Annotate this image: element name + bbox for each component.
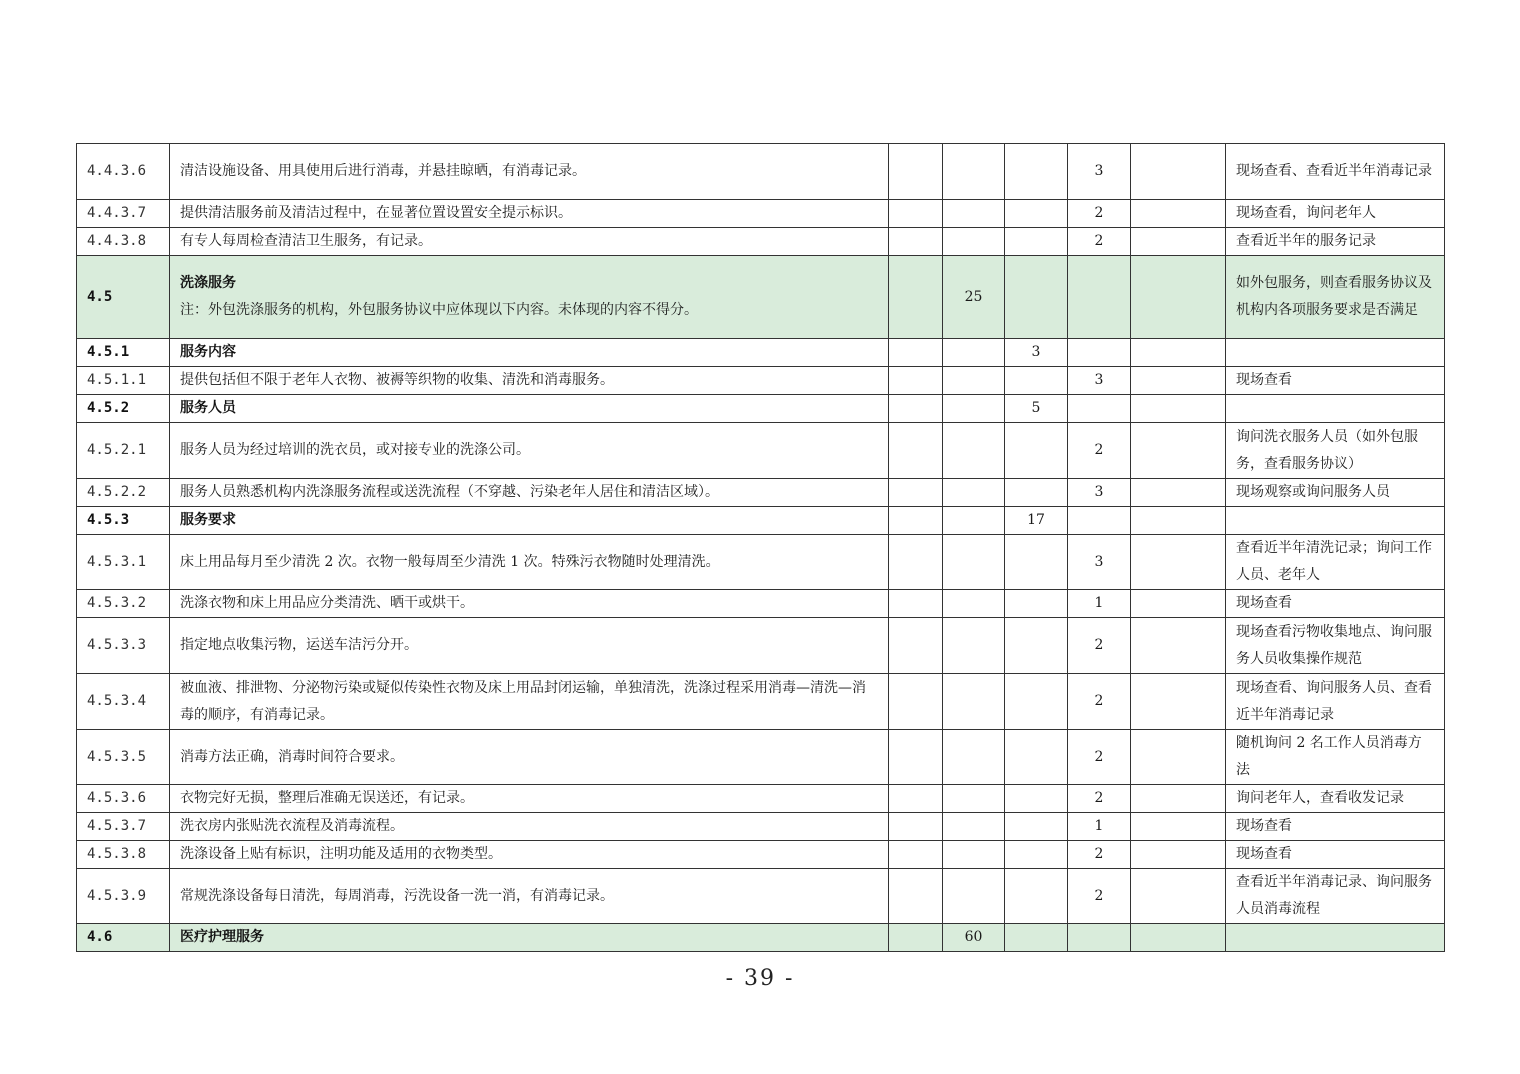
item-code: 4.5.3.2 xyxy=(77,590,170,618)
score-cell-c5 xyxy=(1005,785,1068,813)
item-content-cell xyxy=(170,618,889,674)
score-cell-c4 xyxy=(943,590,1005,618)
table-body xyxy=(77,144,1445,952)
score-cell-c7 xyxy=(1131,785,1226,813)
item-content-cell xyxy=(170,590,889,618)
item-content: 消毒方法正确，消毒时间符合要求。 xyxy=(180,748,404,765)
item-content-cell xyxy=(170,869,889,924)
table-row xyxy=(77,785,1445,813)
score-cell-c3 xyxy=(889,535,943,590)
score-cell-c6 xyxy=(1068,924,1131,952)
score-cell-c6: 2 xyxy=(1068,228,1131,256)
item-content-cell xyxy=(170,730,889,785)
evaluation-method: 如外包服务，则查看服务协议及机构内各项服务要求是否满足 xyxy=(1226,256,1445,339)
score-cell-c3 xyxy=(889,479,943,507)
item-code: 4.5.2 xyxy=(77,395,170,423)
item-content-cell xyxy=(170,785,889,813)
evaluation-method: 查看近半年的服务记录 xyxy=(1226,228,1445,256)
score-cell-c7 xyxy=(1131,395,1226,423)
assessment-table xyxy=(76,143,1445,952)
item-code: 4.6 xyxy=(77,924,170,952)
score-cell-c4: 25 xyxy=(943,256,1005,339)
item-content-cell xyxy=(170,367,889,395)
item-content: 提供清洁服务前及清洁过程中，在显著位置设置安全提示标识。 xyxy=(180,205,572,221)
score-cell-c6 xyxy=(1068,507,1131,535)
score-cell-c6: 3 xyxy=(1068,144,1131,200)
table-row xyxy=(77,869,1445,924)
score-cell-c6: 2 xyxy=(1068,730,1131,785)
item-content-cell xyxy=(170,813,889,841)
score-cell-c4 xyxy=(943,841,1005,869)
item-content-cell xyxy=(170,674,889,730)
item-content: 有专人每周检查清洁卫生服务，有记录。 xyxy=(180,233,432,249)
item-content: 洗涤设备上贴有标识，注明功能及适用的衣物类型。 xyxy=(180,846,502,862)
table-row xyxy=(77,841,1445,869)
score-cell-c7 xyxy=(1131,841,1226,869)
item-content-cell xyxy=(170,507,889,535)
item-code: 4.5.3.1 xyxy=(77,535,170,590)
score-cell-c3 xyxy=(889,395,943,423)
score-cell-c7 xyxy=(1131,256,1226,339)
score-cell-c5 xyxy=(1005,423,1068,479)
score-cell-c5 xyxy=(1005,200,1068,228)
score-cell-c5 xyxy=(1005,479,1068,507)
item-code: 4.5.3.4 xyxy=(77,674,170,730)
score-cell-c4 xyxy=(943,423,1005,479)
score-cell-c4 xyxy=(943,813,1005,841)
score-cell-c3 xyxy=(889,730,943,785)
score-cell-c5 xyxy=(1005,535,1068,590)
score-cell-c7 xyxy=(1131,367,1226,395)
item-content: 衣物完好无损，整理后准确无误送还，有记录。 xyxy=(180,790,474,806)
score-cell-c6: 2 xyxy=(1068,200,1131,228)
score-cell-c7 xyxy=(1131,479,1226,507)
evaluation-method: 查看近半年消毒记录、询问服务人员消毒流程 xyxy=(1226,869,1445,924)
score-cell-c3 xyxy=(889,339,943,367)
score-cell-c3 xyxy=(889,228,943,256)
item-code: 4.5.3.8 xyxy=(77,841,170,869)
score-cell-c4 xyxy=(943,200,1005,228)
item-code: 4.5.1 xyxy=(77,339,170,367)
score-cell-c5 xyxy=(1005,228,1068,256)
score-cell-c6: 3 xyxy=(1068,479,1131,507)
evaluation-method xyxy=(1226,924,1445,952)
score-cell-c5 xyxy=(1005,869,1068,924)
item-content: 医疗护理服务 xyxy=(180,929,264,945)
score-cell-c5 xyxy=(1005,730,1068,785)
score-cell-c5 xyxy=(1005,674,1068,730)
item-content: 清洁设施设备、用具使用后进行消毒，并悬挂晾晒，有消毒记录。 xyxy=(180,163,586,179)
table-row xyxy=(77,730,1445,785)
item-content: 指定地点收集污物，运送车洁污分开。 xyxy=(180,637,418,653)
item-content-cell xyxy=(170,841,889,869)
item-code: 4.5.3.7 xyxy=(77,813,170,841)
subsection-row xyxy=(77,339,1445,367)
score-cell-c7 xyxy=(1131,423,1226,479)
item-content: 被血液、排泄物、分泌物污染或疑似传染性衣物及床上用品封闭运输，单独清洗，洗涤过程采用消毒—清洗—消毒的顺序，有消毒记录。 xyxy=(180,679,866,723)
evaluation-method: 现场查看、查看近半年消毒记录 xyxy=(1226,144,1445,200)
score-cell-c5: 5 xyxy=(1005,395,1068,423)
item-code: 4.5 xyxy=(77,256,170,339)
item-content-cell xyxy=(170,479,889,507)
score-cell-c3 xyxy=(889,813,943,841)
score-cell-c3 xyxy=(889,674,943,730)
item-code: 4.5.3.6 xyxy=(77,785,170,813)
evaluation-method: 现场查看 xyxy=(1226,841,1445,869)
score-cell-c4 xyxy=(943,144,1005,200)
score-cell-c6: 2 xyxy=(1068,869,1131,924)
item-content: 服务人员 xyxy=(180,400,236,416)
item-code: 4.5.1.1 xyxy=(77,367,170,395)
score-cell-c3 xyxy=(889,256,943,339)
score-cell-c6: 2 xyxy=(1068,785,1131,813)
score-cell-c3 xyxy=(889,841,943,869)
score-cell-c6: 1 xyxy=(1068,813,1131,841)
score-cell-c6: 3 xyxy=(1068,367,1131,395)
score-cell-c5 xyxy=(1005,367,1068,395)
score-cell-c3 xyxy=(889,590,943,618)
score-cell-c3 xyxy=(889,869,943,924)
score-cell-c6: 2 xyxy=(1068,674,1131,730)
evaluation-method: 现场查看，询问老年人 xyxy=(1226,200,1445,228)
score-cell-c4 xyxy=(943,674,1005,730)
item-code: 4.5.2.2 xyxy=(77,479,170,507)
item-content-cell xyxy=(170,144,889,200)
item-content: 洗涤衣物和床上用品应分类清洗、晒干或烘干。 xyxy=(180,595,474,611)
item-content: 常规洗涤设备每日清洗，每周消毒，污洗设备一洗一消，有消毒记录。 xyxy=(180,887,614,904)
score-cell-c4 xyxy=(943,339,1005,367)
item-content: 洗涤服务 xyxy=(180,275,236,291)
evaluation-method xyxy=(1226,507,1445,535)
score-cell-c5 xyxy=(1005,256,1068,339)
score-cell-c7 xyxy=(1131,200,1226,228)
item-content-cell xyxy=(170,339,889,367)
score-cell-c5 xyxy=(1005,590,1068,618)
section-row xyxy=(77,256,1445,339)
evaluation-method: 现场查看 xyxy=(1226,367,1445,395)
evaluation-method: 现场查看污物收集地点、询问服务人员收集操作规范 xyxy=(1226,618,1445,674)
item-content-cell xyxy=(170,395,889,423)
score-cell-c4 xyxy=(943,730,1005,785)
item-code: 4.4.3.8 xyxy=(77,228,170,256)
evaluation-method: 现场观察或询问服务人员 xyxy=(1226,479,1445,507)
score-cell-c6: 2 xyxy=(1068,841,1131,869)
score-cell-c3 xyxy=(889,785,943,813)
score-cell-c3 xyxy=(889,618,943,674)
item-content-cell xyxy=(170,228,889,256)
score-cell-c3 xyxy=(889,200,943,228)
evaluation-method: 现场查看 xyxy=(1226,813,1445,841)
table-row xyxy=(77,479,1445,507)
item-content: 服务内容 xyxy=(180,344,236,360)
score-cell-c4 xyxy=(943,367,1005,395)
item-code: 4.4.3.6 xyxy=(77,144,170,200)
item-content-cell xyxy=(170,423,889,479)
score-cell-c6 xyxy=(1068,339,1131,367)
score-cell-c3 xyxy=(889,144,943,200)
item-note: 注：外包洗涤服务的机构，外包服务协议中应体现以下内容。未体现的内容不得分。 xyxy=(180,302,698,318)
item-code: 4.5.3 xyxy=(77,507,170,535)
table-row xyxy=(77,590,1445,618)
score-cell-c6 xyxy=(1068,256,1131,339)
score-cell-c4 xyxy=(943,395,1005,423)
item-content-cell xyxy=(170,535,889,590)
assessment-table-container xyxy=(76,143,1444,952)
item-content: 提供包括但不限于老年人衣物、被褥等织物的收集、清洗和消毒服务。 xyxy=(180,372,614,388)
item-code: 4.5.3.9 xyxy=(77,869,170,924)
table-row xyxy=(77,423,1445,479)
table-row xyxy=(77,535,1445,590)
score-cell-c6: 2 xyxy=(1068,423,1131,479)
score-cell-c7 xyxy=(1131,228,1226,256)
score-cell-c6: 3 xyxy=(1068,535,1131,590)
score-cell-c7 xyxy=(1131,924,1226,952)
item-content-cell xyxy=(170,924,889,952)
score-cell-c7 xyxy=(1131,730,1226,785)
score-cell-c7 xyxy=(1131,590,1226,618)
score-cell-c4 xyxy=(943,869,1005,924)
score-cell-c5 xyxy=(1005,144,1068,200)
score-cell-c3 xyxy=(889,924,943,952)
score-cell-c7 xyxy=(1131,535,1226,590)
evaluation-method xyxy=(1226,339,1445,367)
table-row xyxy=(77,674,1445,730)
table-row xyxy=(77,228,1445,256)
score-cell-c7 xyxy=(1131,339,1226,367)
subsection-row xyxy=(77,507,1445,535)
score-cell-c7 xyxy=(1131,144,1226,200)
item-code: 4.5.2.1 xyxy=(77,423,170,479)
score-cell-c3 xyxy=(889,507,943,535)
score-cell-c4 xyxy=(943,535,1005,590)
score-cell-c4 xyxy=(943,618,1005,674)
evaluation-method: 现场查看、询问服务人员、查看近半年消毒记录 xyxy=(1226,674,1445,730)
evaluation-method xyxy=(1226,395,1445,423)
item-content: 床上用品每月至少清洗 2 次。衣物一般每周至少清洗 1 次。特殊污衣物随时处理清洗。 xyxy=(180,553,720,570)
table-row xyxy=(77,144,1445,200)
score-cell-c7 xyxy=(1131,674,1226,730)
item-content: 服务人员为经过培训的洗衣员，或对接专业的洗涤公司。 xyxy=(180,442,530,458)
page-number: - 39 - xyxy=(725,966,795,991)
score-cell-c4: 60 xyxy=(943,924,1005,952)
score-cell-c6: 2 xyxy=(1068,618,1131,674)
evaluation-method: 询问老年人，查看收发记录 xyxy=(1226,785,1445,813)
table-row xyxy=(77,618,1445,674)
item-content-cell xyxy=(170,256,889,339)
item-content: 服务人员熟悉机构内洗涤服务流程或送洗流程（不穿越、污染老年人居住和清洁区域）。 xyxy=(180,484,719,500)
score-cell-c5: 3 xyxy=(1005,339,1068,367)
score-cell-c4 xyxy=(943,228,1005,256)
table-row xyxy=(77,367,1445,395)
score-cell-c5 xyxy=(1005,618,1068,674)
evaluation-method: 查看近半年清洗记录；询问工作人员、老年人 xyxy=(1226,535,1445,590)
item-code: 4.4.3.7 xyxy=(77,200,170,228)
evaluation-method: 询问洗衣服务人员（如外包服务，查看服务协议） xyxy=(1226,423,1445,479)
score-cell-c4 xyxy=(943,507,1005,535)
subsection-row xyxy=(77,395,1445,423)
item-content-cell xyxy=(170,200,889,228)
item-code: 4.5.3.3 xyxy=(77,618,170,674)
score-cell-c7 xyxy=(1131,813,1226,841)
table-row xyxy=(77,200,1445,228)
score-cell-c3 xyxy=(889,367,943,395)
score-cell-c7 xyxy=(1131,507,1226,535)
score-cell-c5: 17 xyxy=(1005,507,1068,535)
table-row xyxy=(77,813,1445,841)
evaluation-method: 随机询问 2 名工作人员消毒方法 xyxy=(1226,730,1445,785)
score-cell-c6 xyxy=(1068,395,1131,423)
score-cell-c4 xyxy=(943,785,1005,813)
score-cell-c5 xyxy=(1005,813,1068,841)
section-row xyxy=(77,924,1445,952)
score-cell-c4 xyxy=(943,479,1005,507)
item-content: 服务要求 xyxy=(180,512,236,528)
item-code: 4.5.3.5 xyxy=(77,730,170,785)
evaluation-method: 现场查看 xyxy=(1226,590,1445,618)
score-cell-c7 xyxy=(1131,869,1226,924)
score-cell-c7 xyxy=(1131,618,1226,674)
item-content: 洗衣房内张贴洗衣流程及消毒流程。 xyxy=(180,818,404,834)
score-cell-c6: 1 xyxy=(1068,590,1131,618)
score-cell-c3 xyxy=(889,423,943,479)
score-cell-c5 xyxy=(1005,841,1068,869)
score-cell-c5 xyxy=(1005,924,1068,952)
